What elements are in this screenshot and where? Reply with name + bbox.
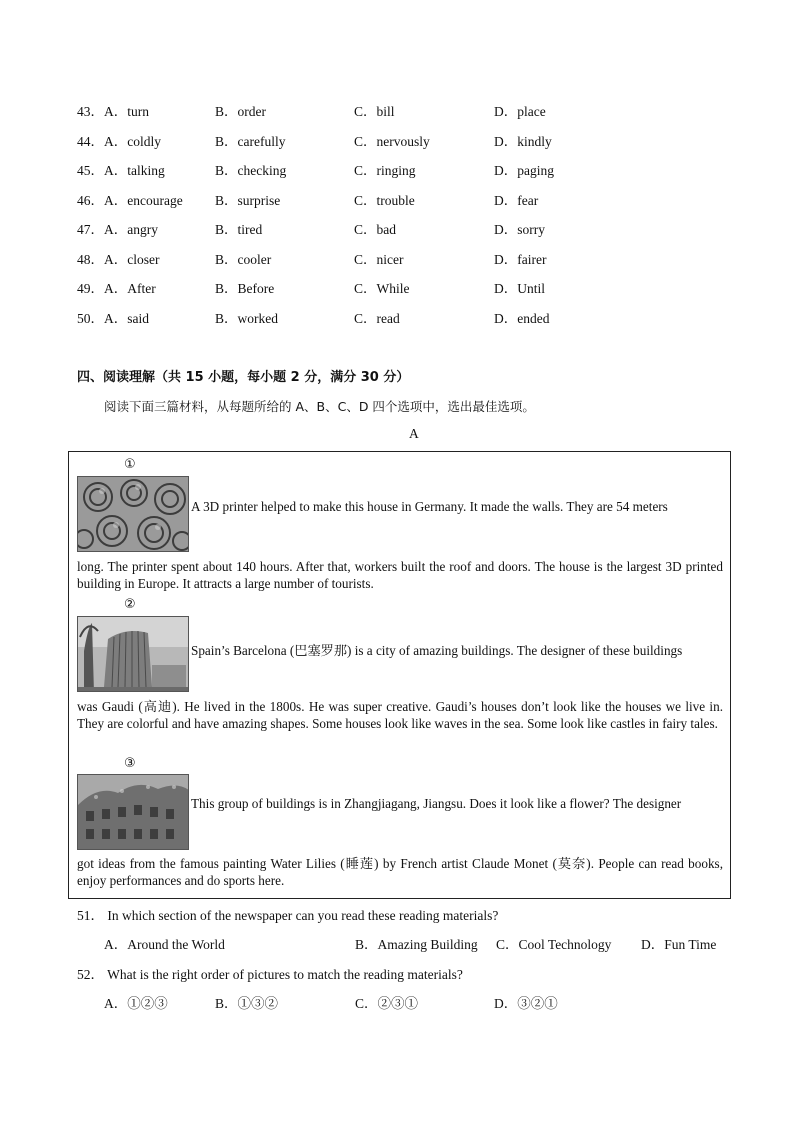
option-b: B．worked: [215, 311, 278, 326]
option-d: D．kindly: [494, 134, 552, 149]
question-52-stem: 52． What is the right order of pictures to match the reading materials?: [77, 967, 463, 982]
option-c: C．trouble: [354, 193, 415, 208]
option-d: D．place: [494, 104, 546, 119]
option-a: A．coldly: [104, 134, 161, 149]
barcelona-building-image: [78, 617, 189, 692]
item-2-marker: ②: [124, 597, 136, 612]
question-number: 46．: [77, 193, 104, 208]
option-d: D．Until: [494, 281, 546, 296]
question-52-option-c: C．②③①: [355, 996, 419, 1011]
question-row-46: [77, 189, 727, 209]
question-number: 44．: [77, 134, 104, 149]
option-a: A．encourage: [104, 193, 183, 208]
item-1-first-line: A 3D printer helped to make this house in Germany. It made the walls. They are 54 meters: [191, 499, 668, 514]
question-row-50: [77, 307, 727, 327]
question-51-option-b: B．Amazing Building: [355, 937, 478, 952]
option-c: C．While: [354, 281, 410, 296]
question-row-44: [77, 130, 727, 150]
option-b: B．surprise: [215, 193, 281, 208]
option-a: A．turn: [104, 104, 149, 119]
passage-label: A: [409, 426, 419, 441]
item-3-image: [77, 774, 189, 850]
item-2-first-line: Spain’s Barcelona (巴塞罗那) is a city of amazing buildings. The designer of these buildings: [191, 643, 683, 658]
question-number: 43．: [77, 104, 104, 119]
option-b: B．carefully: [215, 134, 286, 149]
option-a: A．closer: [104, 252, 160, 267]
zhangjiagang-building-image: [78, 775, 189, 850]
option-d: D．fear: [494, 193, 539, 208]
3d-printed-house-image: [78, 477, 189, 552]
option-d: D．paging: [494, 163, 554, 178]
question-number: 50．: [77, 311, 104, 326]
question-52-option-a: A．①②③: [104, 996, 168, 1011]
question-number: 47．: [77, 222, 104, 237]
item-1-text: long. The printer spent about 140 hours. After that, workers built the roof and doors. The house is the largest 3D printed building in Europe. It attracts a large number of tourists.: [77, 559, 723, 591]
question-row-47: [77, 218, 727, 238]
question-number: 48．: [77, 252, 104, 267]
item-2-text: was Gaudi (高迪). He lived in the 1800s. He was super creative. Gaudi’s houses don’t look like the houses we live in. They are colorful and have amazing shapes. Some houses look like waves in the sea. Some look like castles in fairy tales.: [77, 699, 723, 731]
question-row-48: [77, 248, 727, 268]
question-row-45: [77, 159, 727, 179]
option-b: B．order: [215, 104, 266, 119]
question-row-49: [77, 277, 727, 297]
question-number: 45．: [77, 163, 104, 178]
item-2-image: [77, 616, 189, 692]
option-d: D．fairer: [494, 252, 547, 267]
option-c: C．nicer: [354, 252, 404, 267]
option-c: C．read: [354, 311, 400, 326]
option-b: B．cooler: [215, 252, 272, 267]
option-b: B．Before: [215, 281, 275, 296]
option-c: C．bad: [354, 222, 396, 237]
option-d: D．ended: [494, 311, 550, 326]
question-51-option-d: D．Fun Time: [641, 937, 717, 952]
question-number: 49．: [77, 281, 104, 296]
option-a: A．talking: [104, 163, 165, 178]
section-title: 四、阅读理解（共 15 小题，每小题 2 分，满分 30 分）: [77, 370, 410, 385]
question-51-stem: 51． In which section of the newspaper can you read these reading materials?: [77, 908, 499, 923]
option-c: C．nervously: [354, 134, 430, 149]
question-51-option-a: A．Around the World: [104, 937, 225, 952]
option-b: B．checking: [215, 163, 287, 178]
question-52-option-b: B．①③②: [215, 996, 279, 1011]
question-51-option-c: C．Cool Technology: [496, 937, 612, 952]
option-c: C．bill: [354, 104, 395, 119]
item-1-marker: ①: [124, 457, 136, 472]
option-a: A．After: [104, 281, 156, 296]
option-a: A．said: [104, 311, 149, 326]
item-3-text: got ideas from the famous painting Water Lilies (睡莲) by French artist Claude Monet (莫奈). People can read books, enjoy performances and do sports here.: [77, 856, 723, 888]
item-1-image: [77, 476, 189, 552]
item-3-first-line: This group of buildings is in Zhangjiagang, Jiangsu. Does it look like a flower? The designer: [191, 796, 682, 811]
option-d: D．sorry: [494, 222, 545, 237]
option-b: B．tired: [215, 222, 263, 237]
section-instruction: 阅读下面三篇材料，从每题所给的 A、B、C、D 四个选项中，选出最佳选项。: [104, 399, 535, 414]
option-a: A．angry: [104, 222, 158, 237]
question-row-43: [77, 100, 727, 120]
item-3-marker: ③: [124, 756, 136, 771]
option-c: C．ringing: [354, 163, 416, 178]
question-52-option-d: D．③②①: [494, 996, 558, 1011]
